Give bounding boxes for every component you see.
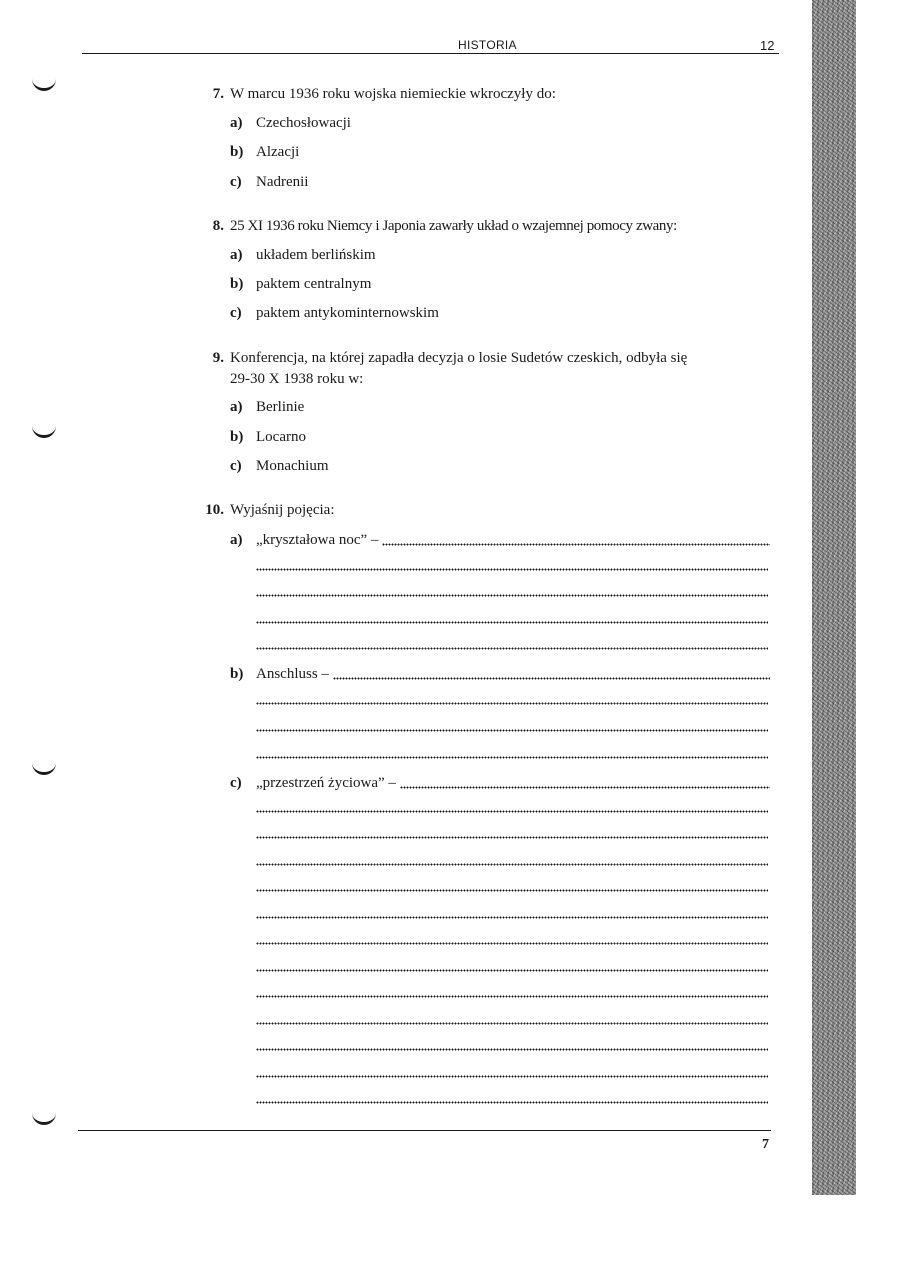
answer-line[interactable] xyxy=(256,621,768,624)
option-text: Berlinie xyxy=(256,399,305,415)
answer-line[interactable] xyxy=(256,756,768,759)
header-rule xyxy=(82,53,779,54)
binder-hole-mark xyxy=(32,1112,56,1125)
binder-hole-mark xyxy=(32,425,56,438)
term-10b xyxy=(230,664,770,684)
footer-rule xyxy=(78,1130,771,1131)
answer-line[interactable] xyxy=(256,702,768,705)
scanned-page-edge xyxy=(812,0,856,1195)
option-7b xyxy=(230,142,299,162)
answer-line[interactable] xyxy=(256,1022,768,1025)
option-text: paktem centralnym xyxy=(256,276,372,292)
term-text: Anschluss – xyxy=(256,666,329,682)
answer-line[interactable] xyxy=(256,729,768,732)
footer-page-number: 7 xyxy=(762,1137,769,1152)
answer-line[interactable] xyxy=(256,995,768,998)
option-8b xyxy=(230,274,371,294)
answer-line[interactable] xyxy=(256,889,768,892)
term-letter: b) xyxy=(230,666,244,682)
term-text: „kryształowa noc” – xyxy=(256,532,379,548)
option-letter: a) xyxy=(230,115,243,131)
answer-line[interactable] xyxy=(256,1048,768,1051)
question-number: 10. xyxy=(205,502,224,518)
question-number: 8. xyxy=(212,218,224,234)
option-text: Alzacji xyxy=(256,144,300,160)
answer-line[interactable] xyxy=(256,810,768,813)
option-text: Nadrenii xyxy=(256,174,309,190)
option-text: paktem antykominternowskim xyxy=(256,305,439,321)
option-7c xyxy=(230,172,308,192)
binder-hole-mark xyxy=(32,78,56,91)
answer-line[interactable] xyxy=(256,969,768,972)
answer-line[interactable] xyxy=(256,647,768,650)
option-7a xyxy=(230,113,351,133)
answer-line[interactable] xyxy=(382,543,770,546)
term-10c xyxy=(230,773,770,793)
header-page-number: 12 xyxy=(760,38,775,53)
option-letter: c) xyxy=(230,458,242,474)
answer-line[interactable] xyxy=(256,916,768,919)
option-8c xyxy=(230,303,439,323)
question-number: 7. xyxy=(212,86,224,102)
option-text: Czechosłowacji xyxy=(256,115,351,131)
answer-line[interactable] xyxy=(256,1075,768,1078)
option-letter: b) xyxy=(230,144,244,160)
answer-line[interactable] xyxy=(333,677,770,680)
answer-line[interactable] xyxy=(256,594,768,597)
option-text: układem berlińskim xyxy=(256,247,376,263)
option-text: Locarno xyxy=(256,429,306,445)
term-letter: c) xyxy=(230,775,242,791)
question-number: 9. xyxy=(212,350,224,366)
answer-line[interactable] xyxy=(256,1101,768,1104)
option-text: Monachium xyxy=(256,458,329,474)
term-text: „przestrzeń życiowa” – xyxy=(256,775,396,791)
option-9b xyxy=(230,427,306,447)
option-letter: c) xyxy=(230,305,242,321)
question-text: Wyjaśnij pojęcia: xyxy=(230,502,335,518)
option-9a xyxy=(230,397,304,417)
answer-line[interactable] xyxy=(256,942,768,945)
option-8a xyxy=(230,245,376,265)
term-10a xyxy=(230,530,770,550)
binder-hole-mark xyxy=(32,762,56,775)
answer-line[interactable] xyxy=(256,836,768,839)
answer-line[interactable] xyxy=(400,786,770,789)
option-letter: b) xyxy=(230,276,244,292)
option-9c xyxy=(230,456,329,476)
option-letter: b) xyxy=(230,429,244,445)
header-subject: HISTORIA xyxy=(458,38,517,52)
question-text: 25 XI 1936 roku Niemcy i Japonia zawarły układ o wzajemnej pomocy zwany: xyxy=(230,218,677,234)
term-letter: a) xyxy=(230,532,243,548)
question-text: W marcu 1936 roku wojska niemieckie wkroczyły do: xyxy=(230,86,556,102)
answer-line[interactable] xyxy=(256,863,768,866)
question-text-line-1: Konferencja, na której zapadła decyzja o losie Sudetów czeskich, odbyła się xyxy=(230,350,688,366)
option-letter: a) xyxy=(230,399,243,415)
option-letter: c) xyxy=(230,174,242,190)
answer-line[interactable] xyxy=(256,568,768,571)
option-letter: a) xyxy=(230,247,243,263)
question-text-line-2: 29-30 X 1938 roku w: xyxy=(230,371,364,387)
